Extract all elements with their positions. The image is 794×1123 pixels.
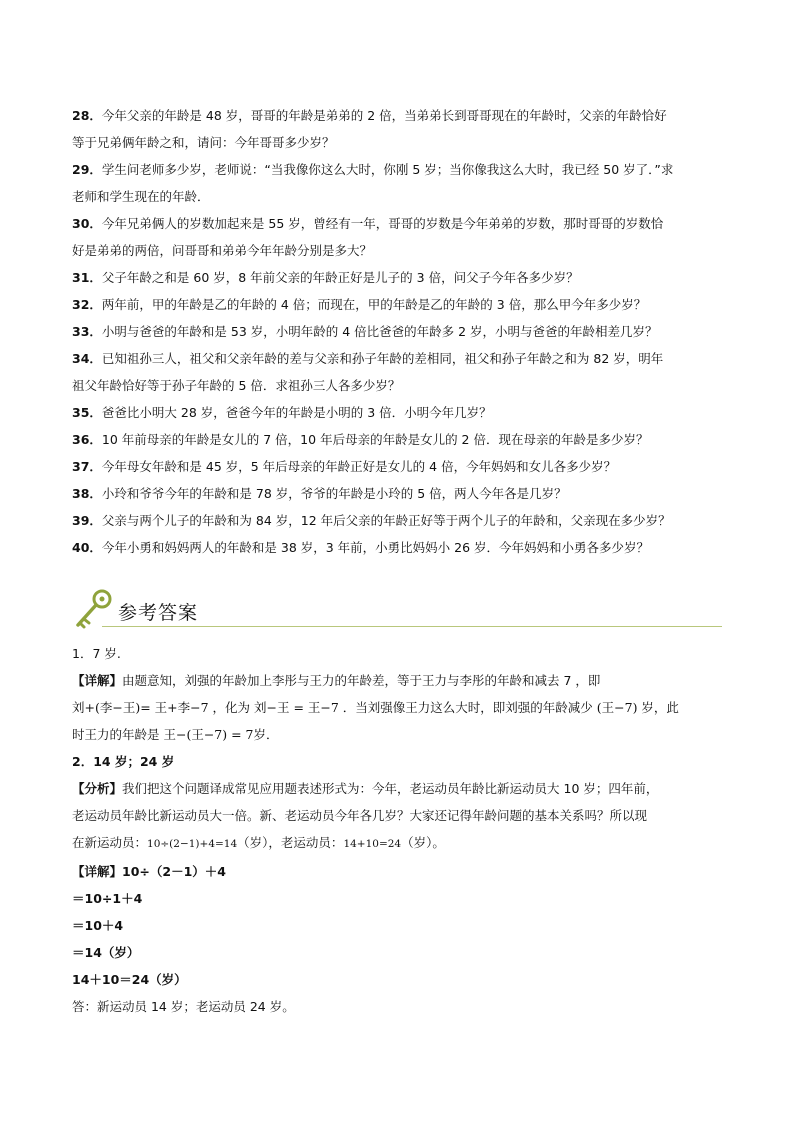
question-text: 父子年龄之和是 60 岁，8 年前父亲的年龄正好是儿子的 3 倍，问父子今年各多少岁？ [101,270,579,285]
detail-label: 【详解】 [72,673,123,688]
answer-2-detail [72,858,728,885]
question-text: 等于兄弟俩年龄之和，请问：今年哥哥多少岁？ [72,135,335,150]
detail-label-2: 【详解】 [72,864,123,879]
question-line [72,399,728,426]
answer-1-formula [72,694,728,721]
question-number: 32． [72,297,102,312]
question-text: 小明与爸爸的年龄和是 53 岁，小明年龄的 4 倍比爸爸的年龄多 2 岁，小明与爸爸的年龄相差几岁？ [101,324,658,339]
question-number: 37． [72,459,102,474]
analysis-label: 【分析】 [72,781,123,796]
question-number: 31． [72,270,102,285]
answer-2-final: 答：新运动员 14 岁；老运动员 24 岁。 [72,999,295,1014]
answer-2-step-1: ＝10÷1＋4 [72,891,143,906]
question-text: 小玲和爷爷今年的年龄和是 78 岁，爷爷的年龄是小玲的 5 倍，两人今年各是几岁？ [101,486,567,501]
question-line [72,426,728,453]
answer-1-formula-2 [72,721,728,748]
answer-section-header [72,588,722,632]
question-line [72,372,728,399]
question-line [72,210,728,237]
answer-2-head: 2．14 岁；24 岁 [72,754,175,769]
question-line [72,345,728,372]
question-line [72,264,728,291]
question-text: 已知祖孙三人，祖父和父亲年龄的差与父亲和孙子年龄的差相同，祖父和孙子年龄之和为 82 岁，明年 [101,351,664,366]
question-line [72,183,728,210]
question-text: 好是弟弟的两倍，问哥哥和弟弟今年年龄分别是多大？ [72,243,373,258]
question-text: 10 年前母亲的年龄是女儿的 7 倍，10 年后母亲的年龄是女儿的 2 倍．现在母亲的年龄是多少岁？ [101,432,649,447]
question-text: 学生问老师多少岁，老师说：“当我像你这么大时，你刚 5 岁；当你像我这么大时，我已经 50 岁了．”求 [101,162,674,177]
question-number: 35． [72,405,102,420]
answer-2-step-2: ＝10＋4 [72,918,124,933]
answer-1-head: 1．7 岁. [72,646,121,661]
answer-2-step-3: ＝14（岁） [72,945,140,960]
question-text: 今年父亲的年龄是 48 岁，哥哥的年龄是弟弟的 2 倍，当弟弟长到哥哥现在的年龄时，父亲的年龄恰好 [101,108,667,123]
analysis-text-3c: （岁），老运动员： [237,835,344,850]
analysis-formula-2: 14+10=24 [343,838,402,850]
question-line [72,534,728,561]
answer-2-step-4: 14＋10＝24（岁） [72,972,187,987]
question-text: 今年小勇和妈妈两人的年龄和是 38 岁，3 年前，小勇比妈妈小 26 岁．今年妈妈和小勇各多少岁？ [101,540,650,555]
question-text: 父亲与两个儿子的年龄和为 84 岁，12 年后父亲的年龄正好等于两个儿子的年龄和，父亲现在多少岁？ [101,513,671,528]
answers-block [72,640,728,1020]
answer-2-analysis-3 [72,829,728,858]
analysis-text-1: 我们把这个问题译成常见应用题表述形式为：今年，老运动员年龄比新运动员大 10 岁；四年前， [122,781,659,796]
question-line [72,102,728,129]
question-number: 36． [72,432,102,447]
question-line [72,480,728,507]
question-number: 33． [72,324,102,339]
question-number: 29． [72,162,102,177]
question-line [72,318,728,345]
question-number: 28． [72,108,102,123]
section-divider [102,626,722,627]
question-text: 老师和学生现在的年龄． [72,189,210,204]
question-text: 祖父年龄恰好等于孙子年龄的 5 倍．求祖孙三人各多少岁？ [72,378,401,393]
question-line [72,453,728,480]
question-text: 两年前，甲的年龄是乙的年龄的 4 倍；而现在，甲的年龄是乙的年龄的 3 倍，那么甲今年多少岁？ [101,297,647,312]
question-line [72,237,728,264]
question-line [72,129,728,156]
formula-text-2: 时王力的年龄是 王−(王−7) = 7岁． [72,727,279,742]
question-line [72,291,728,318]
question-line [72,156,728,183]
question-number: 34． [72,351,102,366]
question-text: 爸爸比小明大 28 岁，爸爸今年的年龄是小明的 3 倍．小明今年几岁？ [101,405,492,420]
question-text: 今年母女年龄和是 45 岁，5 年后母亲的年龄正好是女儿的 4 倍，今年妈妈和女儿各多少岁？ [101,459,617,474]
answer-2-analysis-2: 老运动员年龄比新运动员大一倍。新、老运动员今年各几岁？大家还记得年龄问题的基本关系吗？所以现 [72,808,648,823]
question-text: 今年兄弟俩人的岁数加起来是 55 岁，曾经有一年，哥哥的岁数是今年弟弟的岁数，那时哥哥的岁数恰 [101,216,664,231]
question-number: 38． [72,486,102,501]
question-number: 39． [72,513,102,528]
detail-text: 由题意知，刘强的年龄加上李彤与王力的年龄差，等于王力与李彤的年龄和减去 7 ，即 [122,673,601,688]
analysis-text-3a: 在新运动员： [72,835,148,850]
section-title: 参考答案 [118,602,199,624]
answer-1-detail [72,667,728,694]
question-list [72,102,728,561]
question-line [72,507,728,534]
formula-text: 刘+(李−王)= 王+李−7 ，化为 刘−王 = 王−7 ．当刘强像王力这么大时，即刘强的年龄减少 (王−7) 岁，此 [72,700,679,715]
analysis-text-3e: （岁）。 [401,835,445,850]
detail-expression: 10÷（2－1）＋4 [122,864,226,879]
answer-2-analysis-1 [72,775,728,802]
question-number: 40． [72,540,102,555]
analysis-formula-1: 10÷(2−1)+4=14 [147,838,238,850]
question-number: 30． [72,216,102,231]
